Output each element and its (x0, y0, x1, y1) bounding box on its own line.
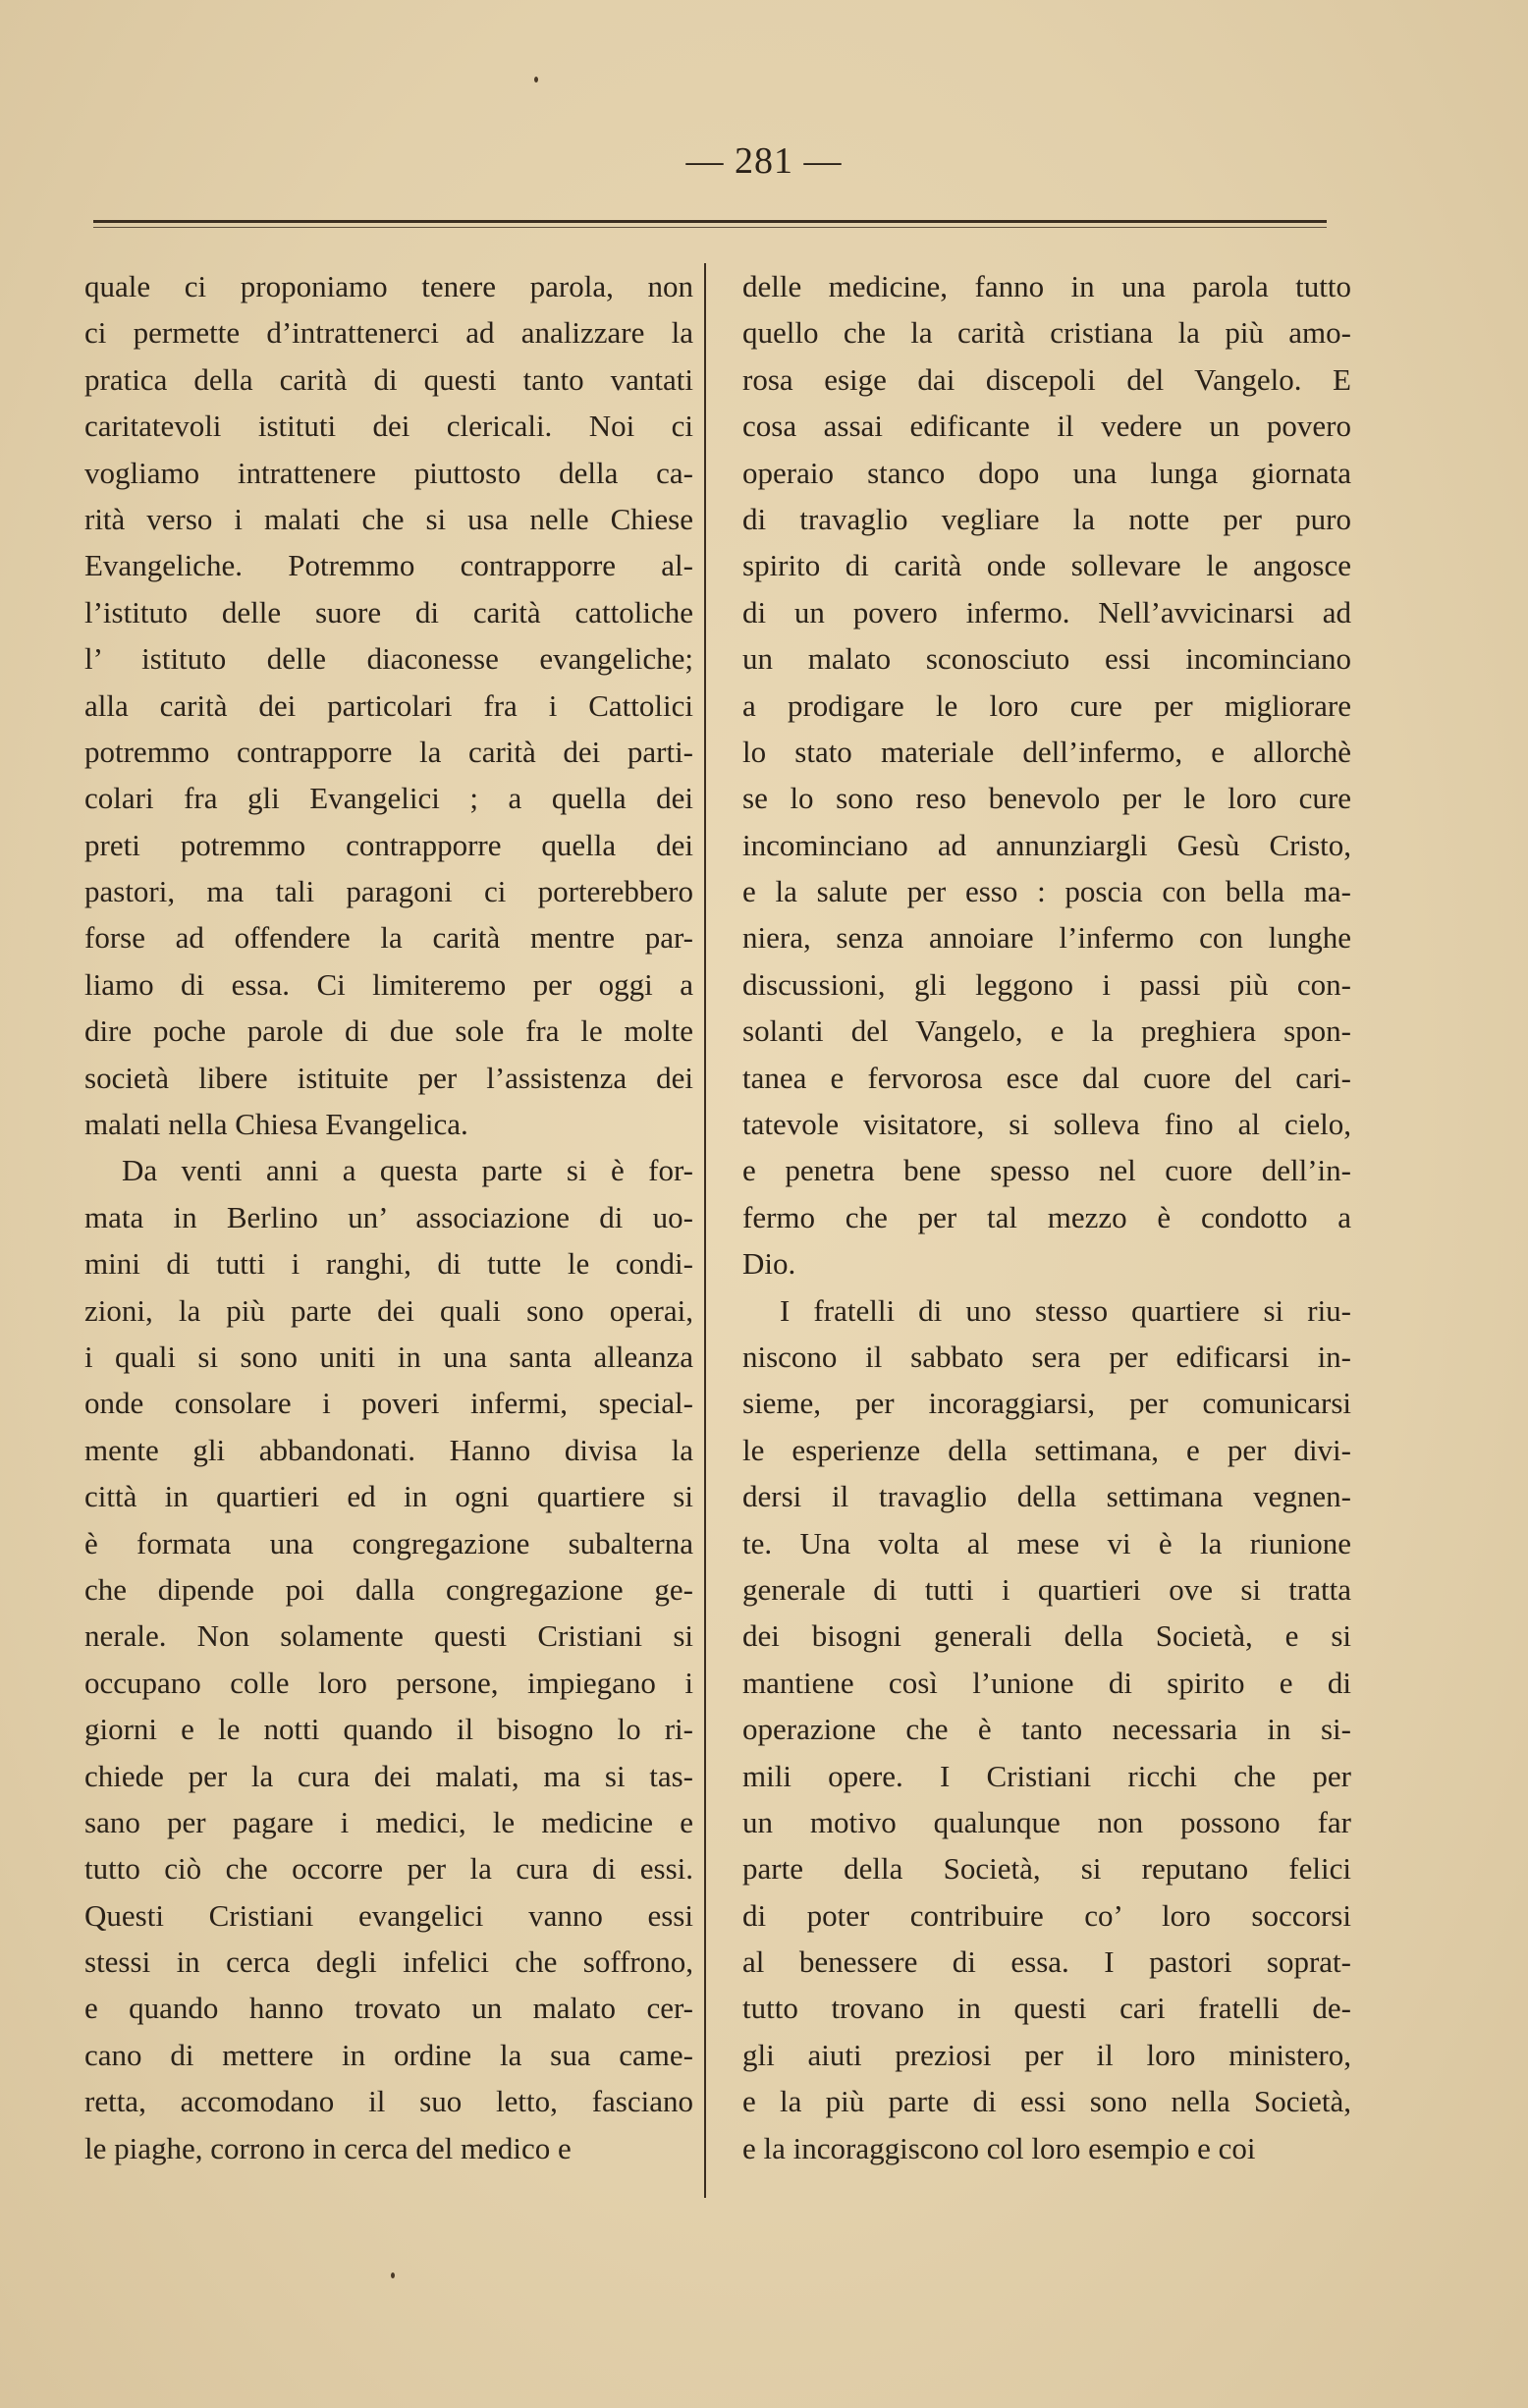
text-line: i quali si sono uniti in una santa alleanza (84, 1339, 693, 1374)
text-line: e la incoraggiscono col loro esempio e coi (742, 2130, 1256, 2165)
text-line: sieme, per incoraggiarsi, per comunicarsi (742, 1386, 1351, 1421)
text-line: incominciano ad annunziargli Gesù Cristo, (742, 827, 1351, 862)
text-line: società libere istituite per l’assistenza dei (84, 1060, 693, 1095)
right-column (742, 263, 1351, 2171)
text-line: tanea e fervorosa esce dal cuore del cari- (742, 1060, 1351, 1095)
text-line: un malato sconosciuto essi incominciano (742, 641, 1351, 677)
text-line: di un povero infermo. Nell’avvicinarsi ad (742, 594, 1351, 629)
text-line: niscono il sabbato sera per edificarsi in- (742, 1339, 1351, 1374)
text-line: di poter contribuire co’ loro soccorsi (742, 1897, 1351, 1933)
text-line: I fratelli di uno stesso quartiere si riu- (780, 1292, 1351, 1328)
text-line: spirito di carità onde sollevare le angosce (742, 548, 1351, 583)
text-line: mini di tutti i ranghi, di tutte le condi- (84, 1246, 693, 1282)
text-line: città in quartieri ed in ogni quartiere si (84, 1479, 693, 1514)
text-line: fermo che per tal mezzo è condotto a (742, 1199, 1351, 1234)
left-column (84, 263, 693, 2171)
text-line: te. Una volta al mese vi è la riunione (742, 1525, 1351, 1560)
text-line: alla carità dei particolari fra i Cattolici (84, 687, 693, 723)
text-line: rosa esige dai discepoli del Vangelo. E (742, 361, 1351, 397)
text-line: mata in Berlino un’ associazione di uo- (84, 1199, 693, 1234)
text-line: parte della Società, si reputano felici (742, 1851, 1351, 1887)
text-line: delle medicine, fanno in una parola tutto (742, 269, 1351, 303)
text-line: chiede per la cura dei malati, ma si tas- (84, 1758, 693, 1793)
text-line: ci permette d’intrattenerci ad analizzare la (84, 315, 693, 351)
text-line: e la salute per esso : poscia con bella ma- (742, 874, 1351, 909)
text-line: tutto ciò che occorre per la cura di essi. (84, 1851, 693, 1887)
text-line: rità verso i malati che si usa nelle Chiese (84, 501, 693, 536)
text-line: tutto trovano in questi cari fratelli de- (742, 1991, 1351, 2026)
column-divider (704, 263, 706, 2198)
text-line: quello che la carità cristiana la più amo- (742, 315, 1351, 351)
text-line: che dipende poi dalla congregazione ge- (84, 1571, 693, 1607)
text-line: di travaglio vegliare la notte per puro (742, 501, 1351, 536)
page-number: — 281 — (685, 140, 843, 182)
paper-speck (534, 77, 538, 82)
text-line: zioni, la più parte dei quali sono operai, (84, 1292, 693, 1328)
text-line: cosa assai edificante il vedere un povero (742, 409, 1351, 444)
text-line: Da venti anni a questa parte si è for- (122, 1153, 693, 1188)
text-line: sano per pagare i medici, le medicine e (84, 1804, 693, 1839)
text-line: l’ istituto delle diaconesse evangeliche; (84, 641, 693, 677)
text-line: l’istituto delle suore di carità cattoliche (84, 594, 693, 629)
text-line: gli aiuti preziosi per il loro ministero, (742, 2037, 1351, 2072)
text-line: niera, senza annoiare l’infermo con lunghe (742, 920, 1351, 956)
text-line: mantiene così l’unione di spirito e di (742, 1665, 1351, 1700)
header-rule (93, 220, 1327, 223)
text-line: Evangeliche. Potremmo contrapporre al- (84, 548, 693, 583)
text-line: dei bisogni generali della Società, e si (742, 1618, 1351, 1654)
text-line: operazione che è tanto necessaria in si- (742, 1712, 1351, 1747)
text-line: se lo sono reso benevolo per le loro cure (742, 781, 1351, 816)
text-line: dire poche parole di due sole fra le molte (84, 1013, 693, 1049)
text-line: operaio stanco dopo una lunga giornata (742, 455, 1351, 490)
text-line: onde consolare i poveri infermi, special- (84, 1386, 693, 1421)
text-line: generale di tutti i quartieri ove si tratta (742, 1571, 1351, 1607)
text-line: e quando hanno trovato un malato cer- (84, 1991, 693, 2026)
text-line: tatevole visitatore, si solleva fino al cielo, (742, 1107, 1351, 1142)
text-line: a prodigare le loro cure per migliorare (742, 687, 1351, 723)
text-line: lo stato materiale dell’infermo, e allorchè (742, 734, 1351, 769)
text-line: è formata una congregazione subalterna (84, 1525, 693, 1560)
text-line: preti potremmo contrapporre quella dei (84, 827, 693, 862)
text-line: dersi il travaglio della settimana vegnen- (742, 1479, 1351, 1514)
text-line: retta, accomodano il suo letto, fasciano (84, 2084, 693, 2119)
text-line: quale ci proponiamo tenere parola, non (84, 269, 693, 303)
header-rule-thin (93, 227, 1327, 228)
text-line: pastori, ma tali paragoni ci porterebbero (84, 874, 693, 909)
text-line: giorni e le notti quando il bisogno lo ri- (84, 1712, 693, 1747)
text-line: occupano colle loro persone, impiegano i (84, 1665, 693, 1700)
text-line: solanti del Vangelo, e la preghiera spon- (742, 1013, 1351, 1049)
text-line: Dio. (742, 1246, 796, 1282)
text-line: Questi Cristiani evangelici vanno essi (84, 1897, 693, 1933)
text-line: e penetra bene spesso nel cuore dell’in- (742, 1153, 1351, 1188)
text-line: caritatevoli istituti dei clericali. Noi ci (84, 409, 693, 444)
text-line: al benessere di essa. I pastori soprat- (742, 1944, 1351, 1980)
text-line: un motivo qualunque non possono far (742, 1804, 1351, 1839)
text-line: stessi in cerca degli infelici che soffrono, (84, 1944, 693, 1980)
text-line: colari fra gli Evangelici ; a quella dei (84, 781, 693, 816)
text-line: forse ad offendere la carità mentre par- (84, 920, 693, 956)
text-line: le esperienze della settimana, e per divi- (742, 1432, 1351, 1467)
text-line: potremmo contrapporre la carità dei parti- (84, 734, 693, 769)
text-line: cano di mettere in ordine la sua came- (84, 2037, 693, 2072)
text-line: mili opere. I Cristiani ricchi che per (742, 1758, 1351, 1793)
text-line: nerale. Non solamente questi Cristiani si (84, 1618, 693, 1654)
text-line: vogliamo intrattenere piuttosto della ca- (84, 455, 693, 490)
text-line: le piaghe, corrono in cerca del medico e (84, 2130, 572, 2165)
text-line: mente gli abbandonati. Hanno divisa la (84, 1432, 693, 1467)
text-line: liamo di essa. Ci limiteremo per oggi a (84, 966, 693, 1002)
text-line: e la più parte di essi sono nella Società, (742, 2084, 1351, 2119)
text-line: pratica della carità di questi tanto vantati (84, 361, 693, 397)
text-line: malati nella Chiesa Evangelica. (84, 1107, 468, 1142)
paper-speck (391, 2272, 395, 2278)
text-line: discussioni, gli leggono i passi più con- (742, 966, 1351, 1002)
